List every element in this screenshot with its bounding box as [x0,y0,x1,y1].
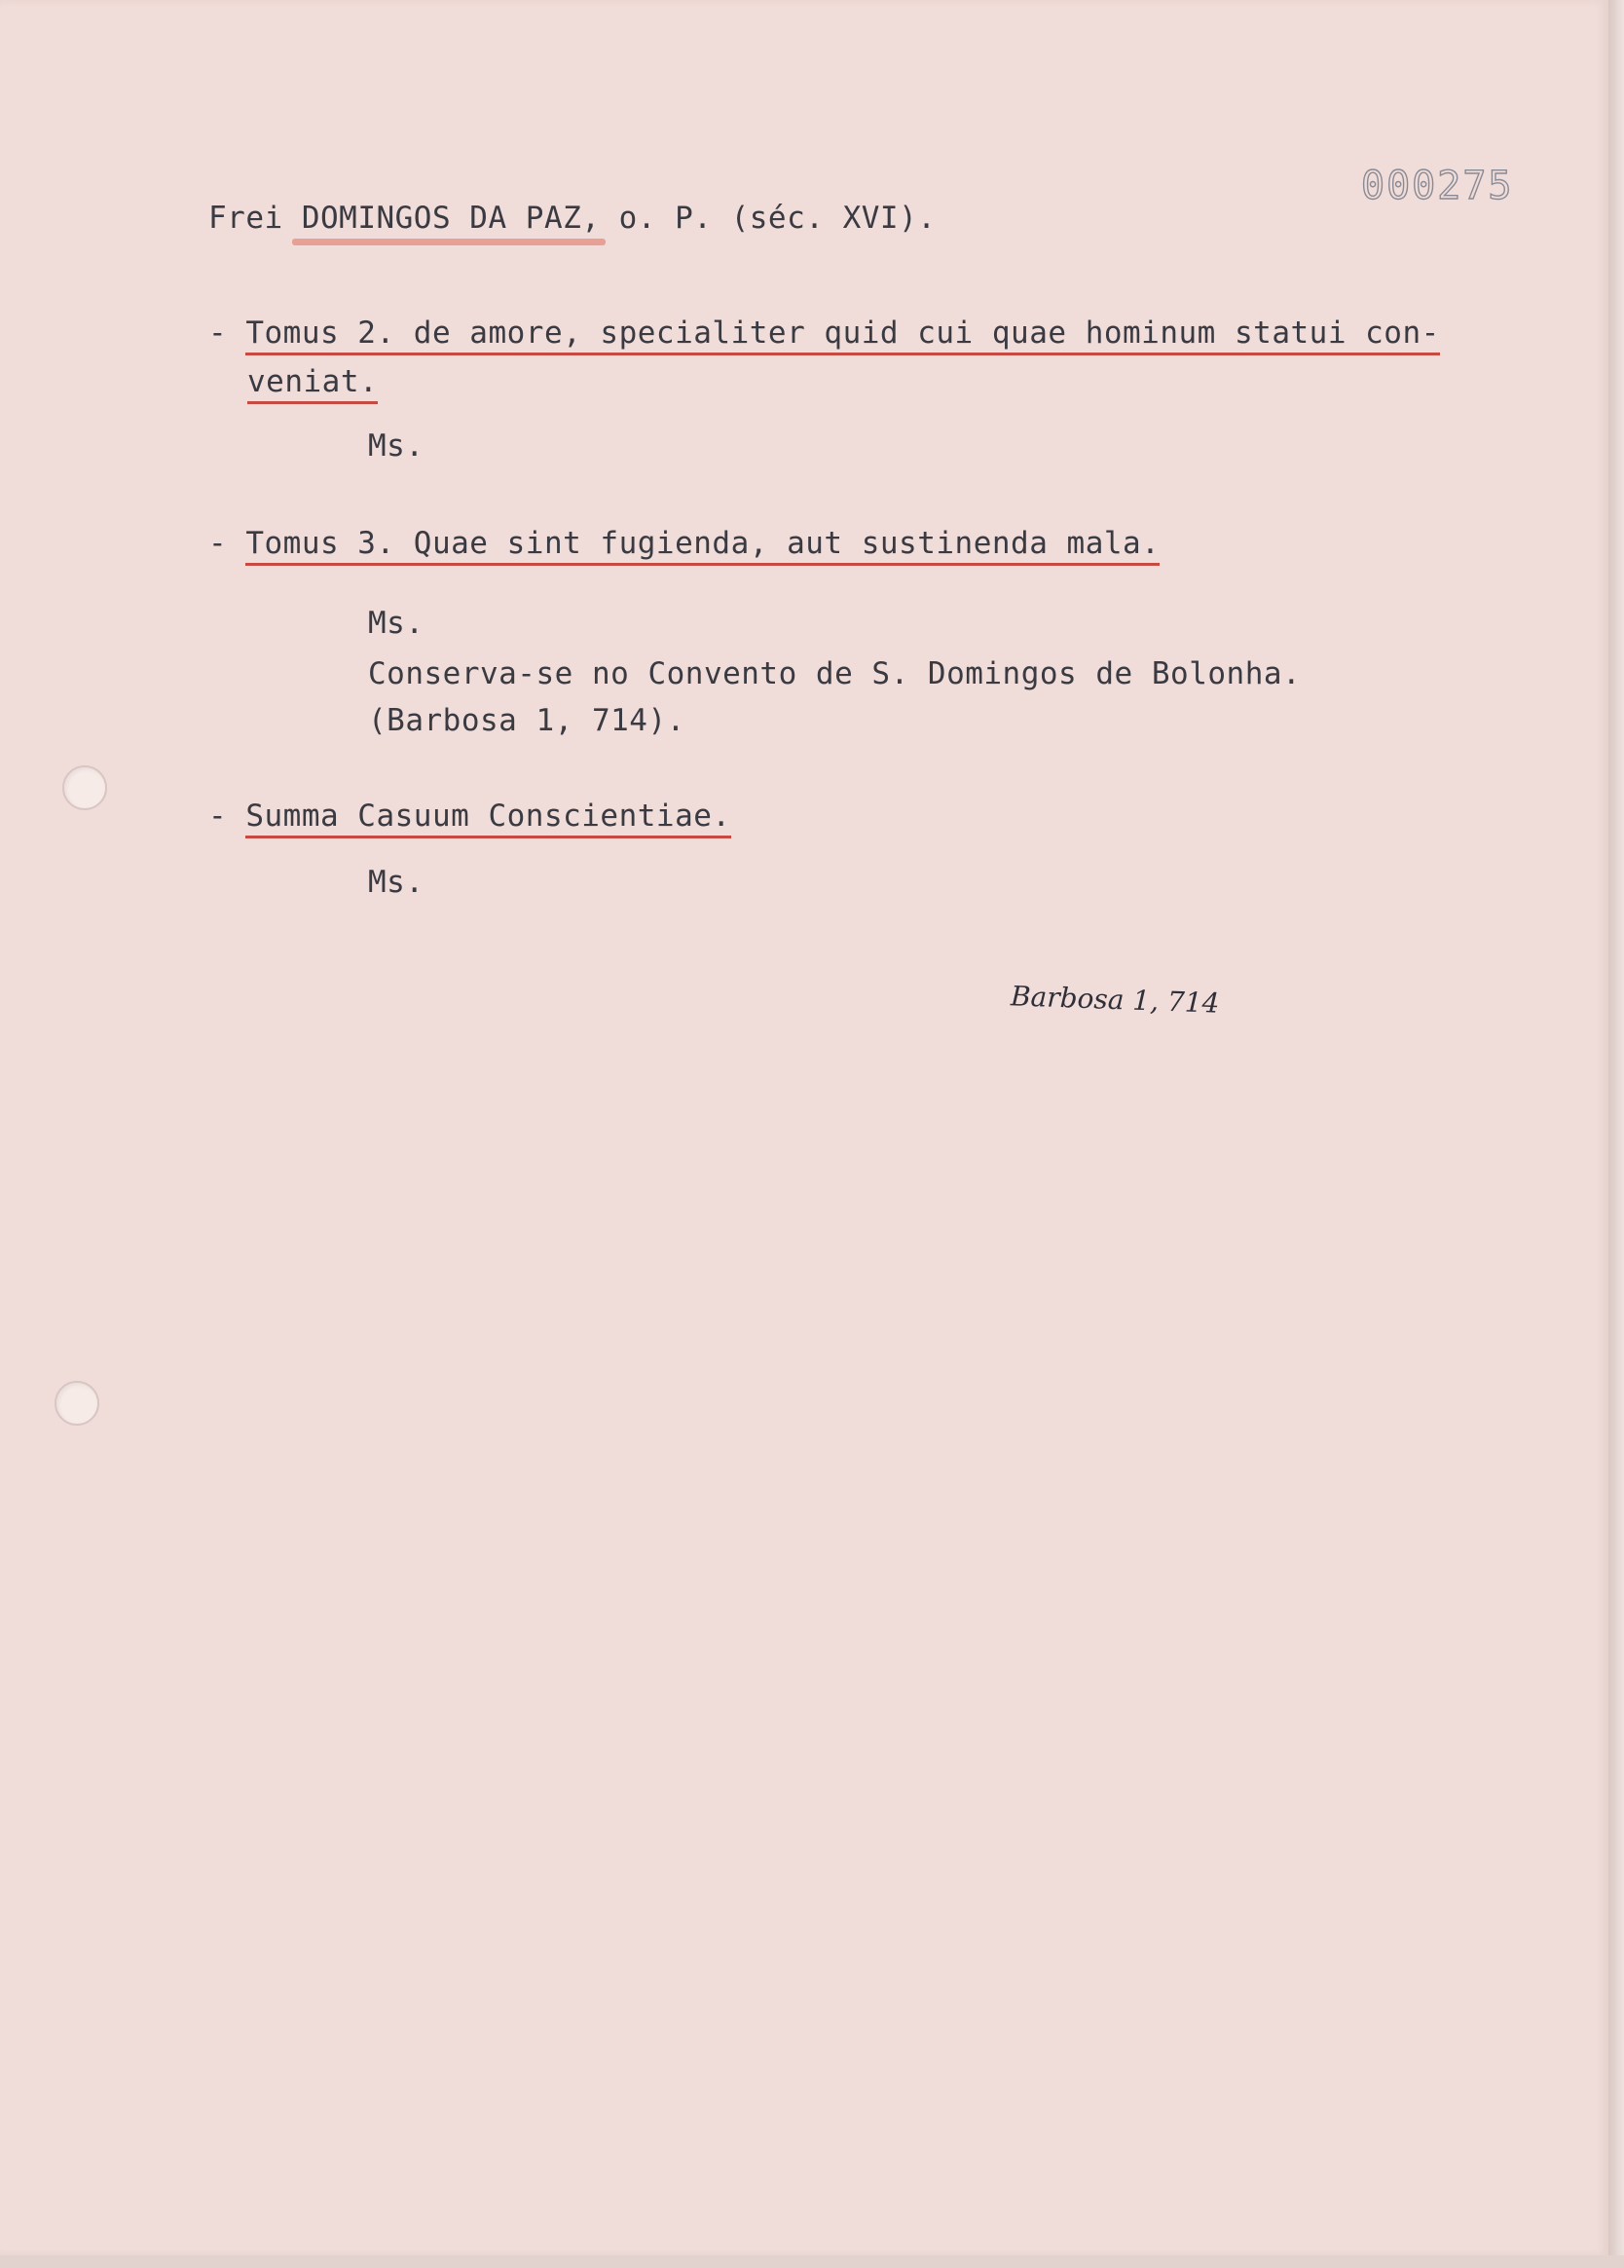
entry-2-title: Tomus 3. Quae sint fugienda, aut sustinenda mala. [245,526,1160,566]
entry-2-note-reference: (Barbosa 1, 714). [368,703,685,738]
entry-3-note-ms: Ms. [368,865,424,900]
page-edge-bottom [0,2255,1624,2268]
entry-1-title-cont: veniat. [247,364,378,404]
punch-hole-bottom [55,1381,99,1426]
entry-3-title-line [208,799,731,834]
heading-author-name: DOMINGOS DA PAZ, [301,201,601,236]
entry-dash: - [208,799,246,834]
entry-1-note-ms: Ms. [368,428,424,464]
punch-hole-top [62,765,107,810]
entry-2-note-location: Conserva-se no Convento de S. Domingos de Bolonha. [368,656,1302,691]
entry-dash: - [208,316,246,351]
entry-2-note-ms: Ms. [368,606,424,641]
entry-1-title-line-2 [247,364,378,399]
handwritten-reference-note: Barbosa 1, 714 [1010,980,1220,1020]
page-edge-right [1608,0,1624,2268]
entry-dash: - [208,526,246,561]
heading-suffix: o. P. (séc. XVI). [600,201,937,236]
heading-prefix: Frei [208,201,302,236]
entry-2-title-line [208,526,1160,561]
entry-1-title-line-1 [208,316,1440,351]
heading-line [208,201,936,236]
catalog-number-stamp: 000275 [1361,164,1514,208]
entry-1-title: Tomus 2. de amore, specialiter quid cui quae hominum statui con- [245,316,1439,355]
entry-3-title: Summa Casuum Conscientiae. [245,799,730,838]
